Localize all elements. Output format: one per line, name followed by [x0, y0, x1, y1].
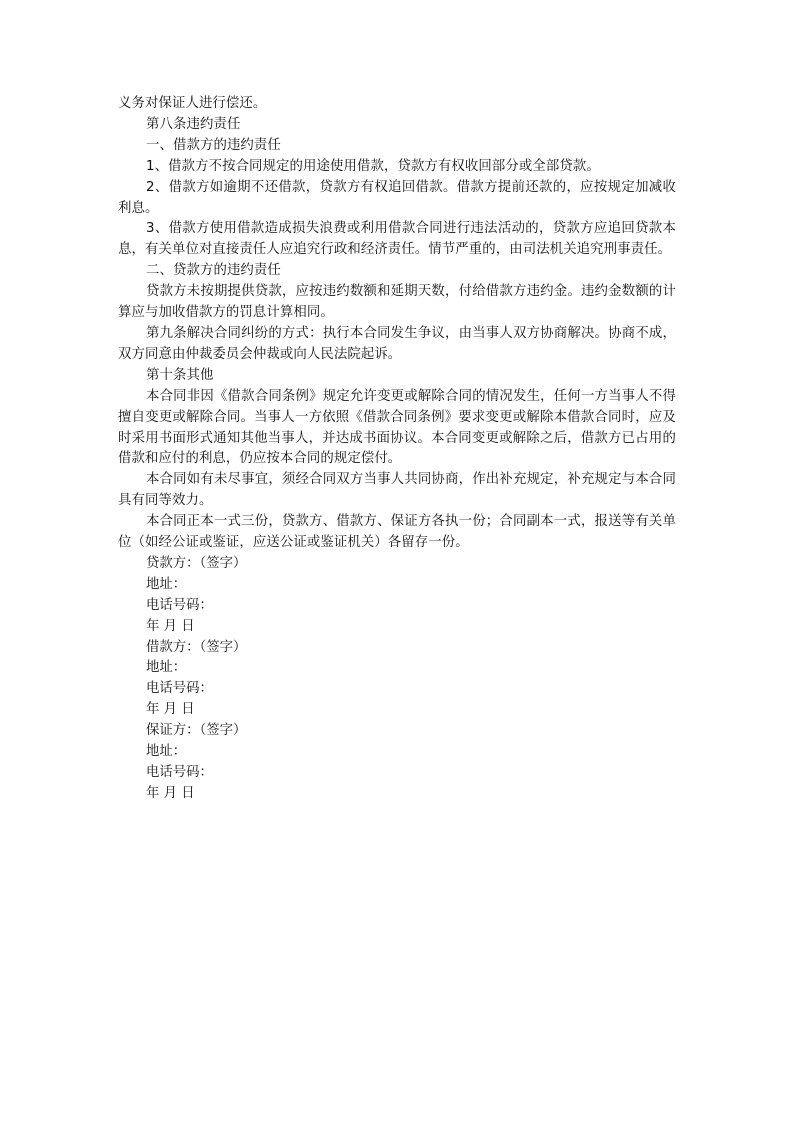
document-page: [118, 94, 676, 805]
paragraph-continuation: 义务对保证人进行偿还。: [118, 96, 267, 111]
clause-3: 3、借款方使用借款造成损失浪费或利用借款合同进行违法活动的，贷款方应追回贷款本息，有关单位对直接责任人应追究行政和经济责任。情节严重的，由司法机关追究刑事责任。: [118, 221, 676, 258]
borrower-liability-heading: 一、借款方的违约责任: [146, 137, 281, 153]
signature-block: [118, 554, 676, 805]
borrower-signature-line: 借款方：（签字）: [146, 639, 247, 655]
lender-liability-heading: 二、贷款方的违约责任: [146, 263, 281, 279]
article-8-heading: 第八条违约责任: [146, 116, 241, 132]
lender-phone-line: 电话号码：: [146, 597, 213, 613]
guarantor-date-line: 年 月 日: [146, 785, 195, 801]
borrower-address-line: 地址：: [146, 660, 187, 676]
article-10-heading: 第十条其他: [146, 367, 214, 383]
lender-date-line: 年 月 日: [146, 618, 195, 634]
lender-address-line: 地址：: [146, 576, 187, 592]
guarantor-phone-line: 电话号码：: [146, 765, 213, 780]
guarantor-address-line: 地址：: [146, 744, 187, 760]
clause-1: 1、借款方不按合同规定的用途使用借款，贷款方有权收回部分或全部贷款。: [146, 158, 600, 174]
borrower-phone-line: 电话号码：: [146, 681, 213, 697]
lender-liability-text: 贷款方未按期提供贷款，应按违约数额和延期天数，付给借款方违约金。违约金数额的计算应与加收借款方的罚息计算相同。: [118, 284, 676, 321]
borrower-date-line: 年 月 日: [146, 702, 195, 718]
clause-2: 2、借款方如逾期不还借款，贷款方有权追回借款。借款方提前还款的，应按规定加减收利息。: [118, 179, 676, 216]
article-10-copies-clause: 本合同正本一式三份，贷款方、借款方、保证方各执一份；合同副本一式，报送等有关单位（如经公证或鉴证，应送公证或鉴证机关）各留存一份。: [118, 514, 676, 551]
article-10-supplement-clause: 本合同如有未尽事宜，须经合同双方当事人共同协商，作出补充规定，补充规定与本合同具有同等效力。: [118, 472, 676, 509]
article-10-change-clause: 本合同非因《借款合同条例》规定允许变更或解除合同的情况发生，任何一方当事人不得擅自变更或解除合同。当事人一方依照《借款合同条例》要求变更或解除本借款合同时，应及时采用书面形式通知其他当事人，并达成书面协议。本合同变更或解除之后，借款方已占用的借款和应付的利息，仍应按本合同的规定偿付。: [118, 388, 676, 467]
guarantor-signature-line: 保证方：（签字）: [146, 723, 247, 739]
article-9-dispute: 第九条解决合同纠纷的方式：执行本合同发生争议，由当事人双方协商解决。协商不成，双方同意由仲裁委员会仲裁或向人民法院起诉。: [118, 325, 676, 362]
lender-signature-line: 贷款方：（签字）: [146, 555, 247, 571]
